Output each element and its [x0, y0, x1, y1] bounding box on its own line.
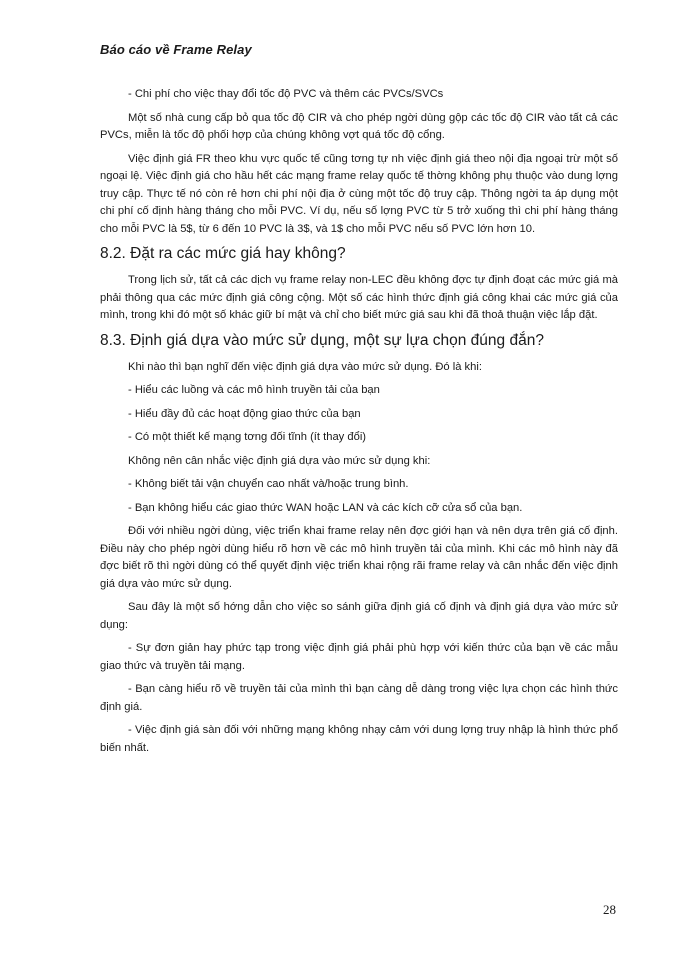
paragraph: Trong lịch sử, tất cả các dịch vụ frame relay non-LEC đều không đợc tự định đoạt các mức giá mà phải thông qua các mức định giá công cộng. Một số các hình thức định giá công khai các mức giá của mình, trong khi đó một số khác giữ bí mật và chỉ cho biết mức giá sau khi đã thoả thuận việc lắp đặt.	[100, 274, 618, 321]
list-item: - Hiểu các luồng và các mô hình truyền tải của bạn	[128, 384, 380, 396]
paragraph: Một số nhà cung cấp bỏ qua tốc độ CIR và cho phép ngời dùng gộp các tốc độ CIR vào tất cả các PVCs, miễn là tốc độ phối hợp của chúng không vợt quá tốc độ cổng.	[100, 111, 618, 141]
paragraph: Việc định giá FR theo khu vực quốc tế cũng tơng tự nh việc định giá theo nội địa ngoại trừ một số ngoại lệ. Việc định giá cho hầu hết các mạng frame relay quốc tế thờng không phụ thuộc vào dung lợng truy cập. Thực tế nó còn rẻ hơn chi phí nội địa ở cùng một tốc độ truy cập. Thông ngời ta áp dụng một chi phí cố định hàng tháng cho mỗi PVC. Ví dụ, nếu số lợng PVC từ 5 trở xuống thì chi phí hàng tháng cho mỗi PVC là 5$, từ 6 đến 10 PVC là 3$, và 1$ cho mỗi PVC nếu số PVC lớn hơn 10.	[100, 152, 618, 235]
paragraph: Không nên cân nhắc việc định giá dựa vào mức sử dụng khi:	[128, 454, 431, 467]
section-heading: 8.3. Định giá dựa vào mức sử dụng, một sự lựa chọn đúng đắn?	[100, 331, 544, 349]
paragraph: Đối với nhiều ngời dùng, việc triển khai frame relay nên đợc giới hạn và nên dựa trên giá cố định. Điều này cho phép ngời dùng hiểu rõ hơn về các mô hình truyền tải của mình. Khi các mô hình này đã đợc biết rõ thì ngời dùng có thể quyết định việc triển khai rộng rãi frame relay và cân nhắc đến việc định giá dựa vào mức sử dụng.	[100, 525, 618, 590]
page-number: 28	[603, 902, 616, 917]
paragraph: Khi nào thì bạn nghĩ đến việc định giá dựa vào mức sử dụng. Đó là khi:	[128, 360, 482, 373]
list-item: - Sự đơn giản hay phức tạp trong việc định giá phải phù hợp với kiến thức của bạn về các mẫu giao thức và truyền tải mạng.	[100, 642, 618, 672]
running-header: Báo cáo về Frame Relay	[100, 42, 252, 57]
page-content	[100, 86, 618, 757]
list-item: - Việc định giá sàn đối với những mạng không nhạy cảm với dung lợng truy nhập là hình thức phổ biến nhất.	[100, 724, 618, 754]
section-heading: 8.2. Đặt ra các mức giá hay không?	[100, 245, 346, 262]
paragraph: Sau đây là một số hớng dẫn cho việc so sánh giữa định giá cố định và định giá dựa vào mức sử dụng:	[100, 601, 618, 631]
list-item: - Không biết tải vận chuyển cao nhất và/hoặc trung bình.	[128, 478, 409, 490]
list-item: - Bạn càng hiểu rõ về truyền tải của mình thì bạn càng dễ dàng trong việc lựa chọn các hình thức định giá.	[100, 683, 618, 713]
list-item: - Bạn không hiểu các giao thức WAN hoặc LAN và các kích cỡ cửa sổ của bạn.	[128, 501, 523, 514]
list-item: - Có một thiết kế mạng tơng đối tĩnh (ít thay đổi)	[128, 431, 367, 443]
list-item: - Chi phí cho việc thay đổi tốc độ PVC và thêm các PVCs/SVCs	[128, 88, 444, 100]
list-item: - Hiểu đầy đủ các hoạt động giao thức của bạn	[128, 407, 361, 420]
